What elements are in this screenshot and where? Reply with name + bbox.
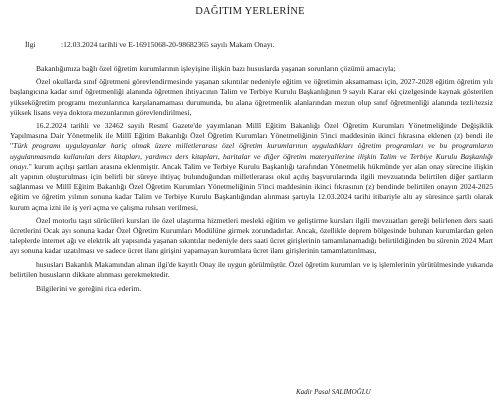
reference-line xyxy=(25,40,490,50)
driving-course-paragraph: Özel motorlu taşıt sürücüleri kursları ile özel ulaştırma hizmetleri mesleki eğitim ve geliştirme kursları ilgili mevzuatları gereği belirlenen ders saati ücretlerini Ocak ayı sonuna kadar Özel Öğretim Kurumları Modülüne girmek zorundadırlar. Ancak, özellikle deprem bölgesinde bulunan kurumlardan gelen taleplerde internet ağı ve elektrik alt yapısında yaşanan sıkıntılar nedeniyle ders saati ücret girişlerinin tamamlanamadığı belirtildiğinden bu sürenin 2024 Mart ayı sonuna kadar uzatılması ve sadece ücret ilanı girişini yapamayan kurumlara ücret ilanı girişlerinin tamamlattırılması, xyxy=(10,215,493,256)
teacher-assignment-paragraph: Özel okullarda sınıf öğretmeni görevlendirmesinde yaşanan sıkıntılar nedeniyle eğitim ve öğretimin aksamaması için, 2027-2028 eğitim öğretim yılı başlangıcına kadar sınıf öğretmenliği alanında öğretmen ihtiyacının Talim ve Terbiye Kurulu Başkanlığının 9 sayılı Karar eki çizelgesinde kaynak gösterilen yükseköğretim programı mezunlarınca karşılanamaması durumunda, bu alana öğretmenlik alanlarından mezun olup sınıf öğretmenliği alanında tezli/tezsiz yüksek lisans veya doktora mezunlarının görevlendirilmesi, xyxy=(10,77,493,117)
closing-line: Bilgilerini ve gereğini rica ederim. xyxy=(36,284,142,294)
intro-paragraph: Bakanlığımıza bağlı özel öğretim kurumlarının işleyişine ilişkin bazı hususlarda yaşanan sorunların çözümü amacıyla; xyxy=(36,64,396,73)
regulation-text-after: " kurum açılışı şartları arasına eklenmiştir. Ancak Talim ve Terbiye Kurulu Başkanlığı tarafından Yönetmelik hükmünde yer alan onay sürecine ilişkin alt yapının oluşturulması için belirli bir süreye ihtiyaç bulunduğundan milletlerarası okul açılış başvurularında ilgili mevzuatında belirtilen diğer şartların sağlanması ve Millî Eğitim Bakanlığı Özel Öğretim Kurumları Yönetmeliğinin 5'inci maddesinin ikinci fıkrasının (z) bendinde belirtilen onayın 2024-2025 eğitim ve öğretim yılının sonuna kadar Talim ve Terbiye Kurulu Başkanlığından alınması şartıyla 12.03.2024 tarihi itibariyle altı ay süresince şartlı olarak kurum açma izni ile iş yeri açma ve çalışma ruhsatı verilmesi, xyxy=(10,161,493,212)
signature-name: Kadir Pasal SALIMOĞLU xyxy=(296,388,371,396)
distribution-heading: DAĞITIM YERLERİNE xyxy=(195,6,305,17)
regulation-text-before: 16.2.2024 tarihli ve 32462 sayılı Resmî Gazete'de yayımlanan Millî Eğitim Bakanlığı Özel Öğretim Kurumları Yönetmeliğinde Değişiklik Yapılmasına Dair Yönetmelik ile Millî Eğitim Bakanlığı Özel Öğretim Kurumları Yönetmeliğinin 5'inci maddesinin ikinci fıkrasına eklenen (z) bendi ile " xyxy=(10,121,493,151)
regulation-quote: Türk programı uygulayanlar hariç olmak üzere milletlerarası özel öğretim kurumlarının uyguladıkları öğretim programları ve bu programların uygulanmasında kullanılan ders kitapları, yardımcı ders kitapları, haritalar ve diğer öğretim materyallerine ilişkin Talim ve Terbiye Kurulu Başkanlığı onayı. xyxy=(10,141,493,171)
approval-paragraph: hususları Bakanlık Makamından alınan ilgi'de kayıtlı Onay ile uygun görülmüştür. Özel öğretim kurumları ve iş işlemlerinin yürütülmesinde yukarıda belirtilen hususların dikkate alınması gerekmektedir. xyxy=(10,259,493,279)
document-body xyxy=(10,64,493,297)
reference-text: :12.03.2024 tarihli ve E-16915068-20-98682365 sayılı Makam Onayı. xyxy=(61,40,275,49)
reference-label: İlgi xyxy=(25,40,36,49)
regulation-paragraph xyxy=(10,121,493,213)
